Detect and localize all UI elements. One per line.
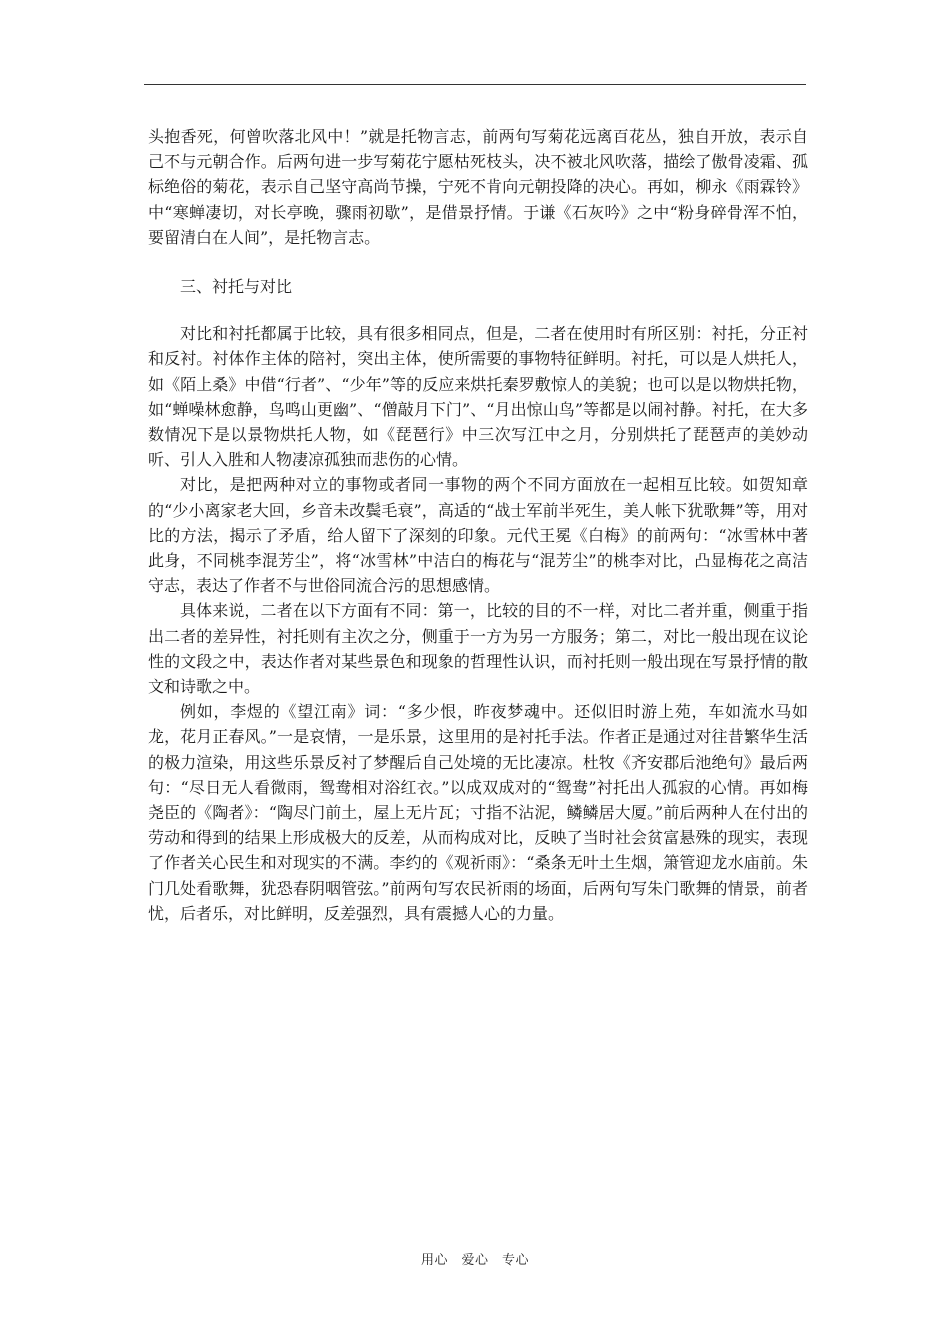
page-footer: 用心 爱心 专心	[420, 1253, 529, 1268]
section-heading: 三、衬托与对比	[180, 277, 293, 297]
paragraph-differences: 具体来说，二者在以下方面有不同：第一，比较的目的不一样，对比二者并重，侧重于指出二者的差异性，衬托则有主次之分，侧重于一方为另一方服务；第二，对比一般出现在议论性的文段之中，表达作者对某些景色和现象的哲理性认识，而衬托则一般出现在写景抒情的散文和诗歌之中。	[148, 601, 808, 697]
header-rule	[144, 84, 806, 85]
paragraph-examples: 例如，李煜的《望江南》词：“多少恨，昨夜梦魂中。还似旧时游上苑，车如流水马如龙，花月正春风。”一是哀情，一是乐景，这里用的是衬托手法。作者正是通过对往昔繁华生活的极力渲染，用这些乐景反衬了梦醒后自己处境的无比凄凉。杜牧《齐安郡后池绝句》最后两句：“尽日无人看微雨，鸳鸯相对浴红衣。”以成双成对的“鸳鸯”衬托出人孤寂的心情。再如梅尧臣的《陶者》：“陶尽门前土，屋上无片瓦；寸指不沾泥，鳞鳞居大厦。”前后两种人在付出的劳动和得到的结果上形成极大的反差，从而构成对比，反映了当时社会贫富悬殊的现实，表现了作者关心民生和对现实的不满。李约的《观祈雨》：“桑条无叶土生烟，箫管迎龙水庙前。朱门几处看歌舞，犹恐春阴咽管弦。”前两句写农民祈雨的场面，后两句写朱门歌舞的情景，前者忧，后者乐，对比鲜明，反差强烈，具有震撼人心的力量。	[148, 702, 808, 923]
paragraph-continuation: 头抱香死，何曾吹落北风中！”就是托物言志，前两句写菊花远离百花丛，独自开放，表示自己不与元朝合作。后两句进一步写菊花宁愿枯死枝头，决不被北风吹落，描绘了傲骨凌霜、孤标绝俗的菊花，表示自己坚守高尚节操，宁死不肯向元朝投降的决心。再如，柳永《雨霖铃》中“寒蝉凄切，对长亭晚，骤雨初歇”，是借景抒情。于谦《石灰吟》之中“粉身碎骨浑不怕，要留清白在人间”，是托物言志。	[148, 127, 808, 247]
paragraph-contrast-foil: 对比和衬托都属于比较，具有很多相同点，但是，二者在使用时有所区别：衬托，分正衬和反衬。衬体作主体的陪衬，突出主体，使所需要的事物特征鲜明。衬托，可以是人烘托人，如《陌上桑》中借“行者”、“少年”等的反应来烘托秦罗敷惊人的美貌；也可以是以物烘托物，如“蝉噪林愈静，鸟鸣山更幽”、“僧敲月下门”、“月出惊山鸟”等都是以闹衬静。衬托，在大多数情况下是以景物烘托人物，如《琵琶行》中三次写江中之月，分别烘托了琵琶声的美妙动听、引人入胜和人物凄凉孤独而悲伤的心情。	[148, 324, 808, 470]
paragraph-contrast: 对比，是把两种对立的事物或者同一事物的两个不同方面放在一起相互比较。如贺知章的“少小离家老大回，乡音未改鬓毛衰”，高适的“战士军前半死生，美人帐下犹歌舞”等，用对比的方法，揭示了矛盾，给人留下了深刻的印象。元代王冕《白梅》的前两句：“冰雪林中著此身，不同桃李混芳尘”，将“冰雪林”中洁白的梅花与“混芳尘”的桃李对比，凸显梅花之高洁守志，表达了作者不与世俗同流合污的思想感情。	[148, 475, 808, 596]
document-body	[148, 124, 808, 926]
